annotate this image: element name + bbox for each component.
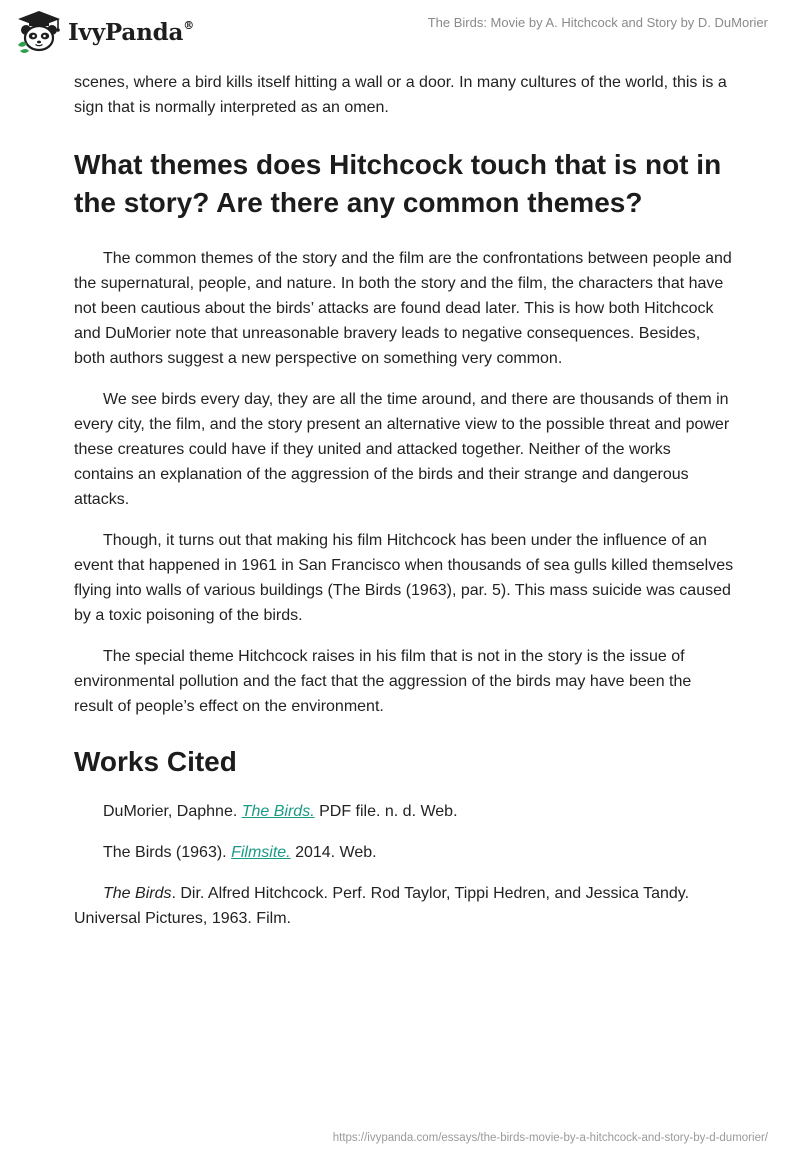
citation-text: 2014. Web. (290, 844, 377, 861)
document-title: The Birds: Movie by A. Hitchcock and Story by D. DuMorier (427, 15, 768, 30)
source-url[interactable]: https://ivypanda.com/essays/the-birds-movie-by-a-hitchcock-and-story-by-d-dumorier/ (332, 1132, 768, 1144)
citation-text: PDF file. n. d. Web. (314, 803, 458, 820)
logo[interactable] (14, 8, 194, 56)
panda-graduate-icon (14, 9, 64, 55)
citation-item (74, 799, 734, 824)
citation-text: DuMorier, Daphne. (103, 803, 242, 820)
citation-link-the-birds[interactable]: The Birds. (241, 803, 315, 820)
body-paragraph: We see birds every day, they are all the time around, and there are thousands of them in every city, the film, and the story present an alternative view to the possible threat and power these creatures could have if they united and attacked together. Neither of the works contains an explanation of the aggression of the birds and their strange and dangerous attacks. (74, 391, 730, 508)
body-paragraph: The special theme Hitchcock raises in his film that is not in the story is the issue of environmental pollution and the fact that the aggression of the birds may have been the result of people’s effect on the environment. (74, 648, 692, 715)
body-paragraph: The common themes of the story and the film are the confrontations between people and the supernatural, people, and nature. In both the story and the film, the characters that have not been cautious about the birds’ attacks are found dead later. This is how both Hitchcock and DuMorier note that unreasonable bravery leads to negative consequences. Besides, both authors suggest a new perspective on something very common. (74, 250, 732, 367)
registered-mark: ® (183, 18, 194, 32)
page-header (0, 0, 800, 64)
citation-title: The Birds (103, 885, 172, 902)
article-body (74, 70, 734, 947)
citation-item (74, 881, 734, 931)
body-paragraph: Though, it turns out that making his film Hitchcock has been under the influence of an event that happened in 1961 in San Francisco when thousands of sea gulls killed themselves flying into walls of various buildings (The Birds (1963), par. 5). This mass suicide was caused by a toxic poisoning of the birds. (74, 532, 734, 624)
citation-text: The Birds (1963). (103, 844, 232, 861)
citation-link-filmsite[interactable]: Filmsite. (231, 844, 291, 861)
themes-heading: What themes does Hitchcock touch that is not in the story? Are there any common themes? (74, 149, 722, 218)
works-cited-heading: Works Cited (74, 746, 237, 777)
citation-text: . Dir. Alfred Hitchcock. Perf. Rod Taylor, Tippi Hedren, and Jessica Tandy. Universal Pictures, 1963. Film. (74, 885, 690, 927)
intro-paragraph: scenes, where a bird kills itself hitting a wall or a door. In many cultures of the world, this is a sign that is normally interpreted as an omen. (74, 74, 727, 116)
logo-text: IvyPanda® (68, 18, 194, 46)
citation-item (74, 840, 734, 865)
